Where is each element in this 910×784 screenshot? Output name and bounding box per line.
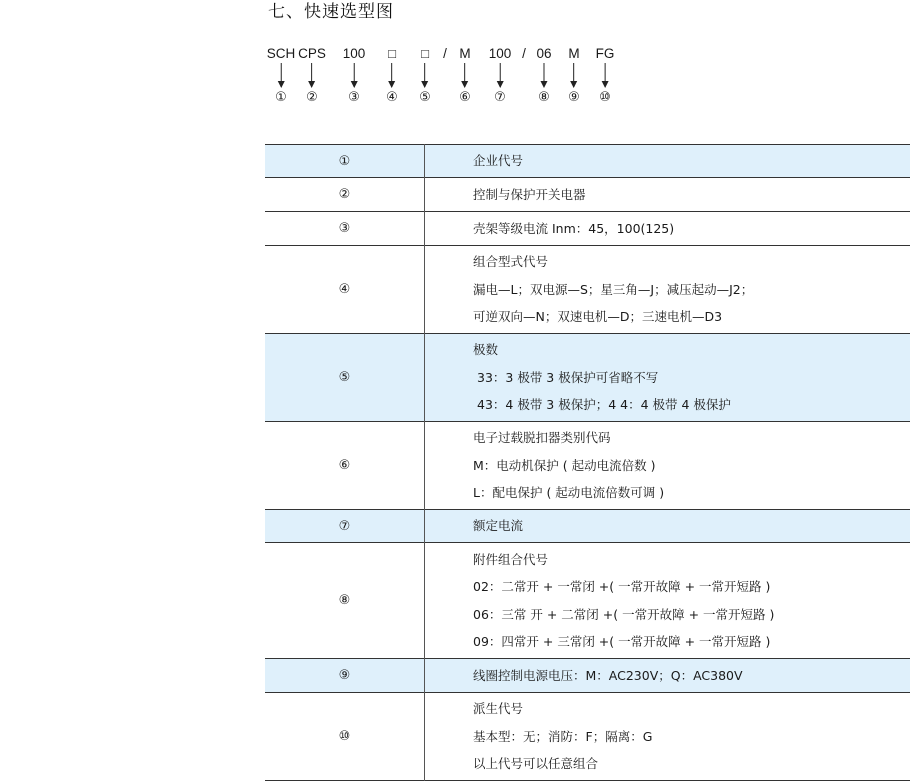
- table-row: [265, 693, 910, 781]
- row-description: [425, 212, 910, 246]
- table-row: [265, 212, 910, 246]
- description-line: 附件组合代号: [473, 551, 549, 567]
- table-row: [265, 510, 910, 543]
- row-index: ①: [265, 145, 425, 178]
- row-description: [425, 422, 910, 510]
- description-line: 基本型：无；消防：F；隔离：G: [473, 728, 653, 744]
- code-segment: [298, 46, 326, 114]
- down-arrow-icon: [421, 63, 430, 89]
- down-arrow-icon: [276, 63, 285, 89]
- description-line: 以上代号可以任意组合: [473, 756, 599, 772]
- description-line: 极数: [473, 342, 499, 358]
- table-row: [265, 659, 910, 693]
- down-arrow-icon: [388, 63, 397, 89]
- description-line: L：配电保护 ( 起动电流倍数可调 ): [473, 485, 665, 501]
- code-number: ⑨: [568, 90, 580, 105]
- row-description: [425, 334, 910, 422]
- description-line: 可逆双向—N；双速电机—D；三速电机—D3: [473, 309, 723, 325]
- row-index: ③: [265, 212, 425, 246]
- description-line: 09：四常开 + 三常闭 +( 一常开故障 + 一常开短路 ): [473, 634, 771, 649]
- table-row: [265, 246, 910, 334]
- code-label: M: [459, 46, 471, 61]
- code-number: ①: [275, 90, 287, 105]
- description-line: 电子过载脱扣器类别代码: [473, 430, 611, 446]
- row-index: ⑥: [265, 422, 425, 510]
- code-label: □: [388, 46, 396, 61]
- down-arrow-icon: [601, 63, 610, 89]
- description-line: 壳架等级电流 Inm：45，100(125): [473, 220, 675, 236]
- table-row: [265, 145, 910, 178]
- row-index: ⑤: [265, 334, 425, 422]
- selection-table: [265, 144, 910, 781]
- description-line: 33：3 极带 3 极保护可省略不写: [477, 369, 659, 385]
- table-row: [265, 543, 910, 659]
- row-description: [425, 543, 910, 659]
- code-label: □: [421, 46, 429, 61]
- code-segment: [267, 46, 296, 114]
- row-description: [425, 659, 910, 693]
- code-segment: [386, 46, 398, 114]
- row-description: [425, 246, 910, 334]
- row-index: ⑩: [265, 693, 425, 781]
- code-number: ⑥: [459, 90, 471, 105]
- row-index: ⑧: [265, 543, 425, 659]
- row-description: [425, 510, 910, 543]
- row-index: ⑨: [265, 659, 425, 693]
- down-arrow-icon: [570, 63, 579, 89]
- down-arrow-icon: [307, 63, 316, 89]
- row-index: ④: [265, 246, 425, 334]
- code-segment: [459, 46, 471, 114]
- description-line: 组合型式代号: [473, 254, 549, 270]
- code-label: 100: [342, 46, 366, 61]
- description-line: 额定电流: [473, 518, 524, 534]
- code-segment: [536, 46, 551, 114]
- code-segment: [419, 46, 431, 114]
- row-index: ⑦: [265, 510, 425, 543]
- table-row: [265, 178, 910, 212]
- code-segment: [489, 46, 512, 114]
- down-arrow-icon: [350, 63, 359, 89]
- code-number: ⑧: [538, 90, 550, 105]
- down-arrow-icon: [461, 63, 470, 89]
- code-number: ⑩: [599, 90, 611, 105]
- code-segment: [568, 46, 580, 114]
- code-number: ⑤: [419, 90, 431, 105]
- code-label: SCH: [266, 46, 296, 61]
- code-segment: [343, 46, 366, 114]
- code-label: M: [568, 46, 580, 61]
- code-separator: /: [443, 46, 447, 61]
- code-number: ③: [348, 90, 360, 105]
- description-line: 控制与保护开关电器: [473, 186, 586, 202]
- code-label: FG: [595, 46, 615, 61]
- row-description: [425, 693, 910, 781]
- row-description: [425, 145, 910, 178]
- code-segment: [596, 46, 615, 114]
- code-number: ④: [386, 90, 398, 105]
- description-line: 02：二常开 + 一常闭 +( 一常开故障 + 一常开短路 ): [473, 579, 771, 594]
- section-title: 七、快速选型图: [268, 2, 394, 22]
- code-label: CPS: [298, 46, 326, 61]
- table-row: [265, 422, 910, 510]
- row-index: ②: [265, 178, 425, 212]
- description-line: 线圈控制电源电压：M：AC230V；Q：AC380V: [473, 667, 743, 683]
- code-separator: /: [522, 46, 526, 61]
- description-line: 漏电—L；双电源—S；星三角—J；减压起动—J2；: [473, 281, 754, 297]
- description-line: 43：4 极带 3 极保护；4 4：4 极带 4 极保护: [477, 397, 731, 413]
- down-arrow-icon: [540, 63, 549, 89]
- description-line: 企业代号: [473, 153, 524, 169]
- code-number: ②: [306, 90, 318, 105]
- row-description: [425, 178, 910, 212]
- description-line: 06：三常 开 + 二常闭 +( 一常开故障 + 一常开短路 ): [473, 606, 775, 622]
- description-line: M：电动机保护 ( 起动电流倍数 ): [473, 457, 656, 473]
- description-line: 派生代号: [473, 701, 524, 717]
- down-arrow-icon: [496, 63, 505, 89]
- code-label: 100: [488, 46, 512, 61]
- code-label: 06: [536, 46, 552, 61]
- table-row: [265, 334, 910, 422]
- code-number: ⑦: [494, 90, 506, 105]
